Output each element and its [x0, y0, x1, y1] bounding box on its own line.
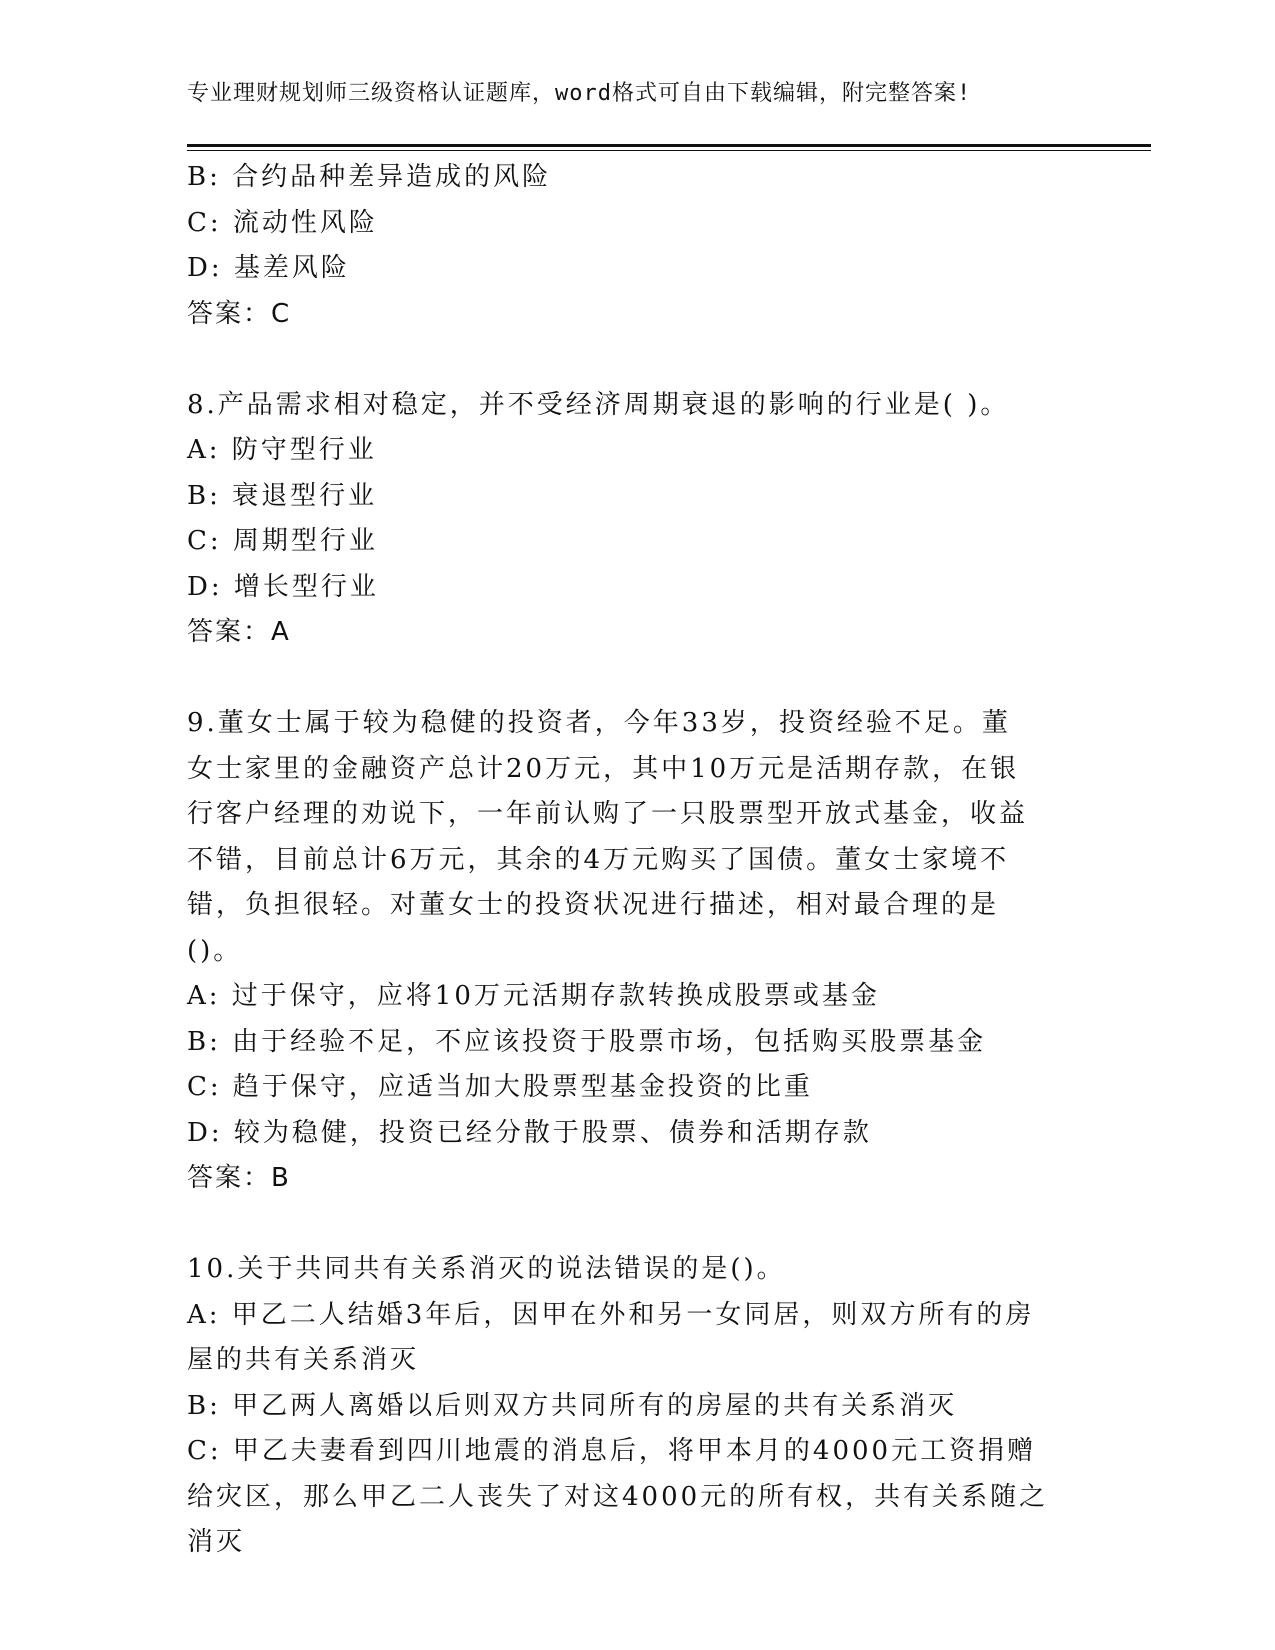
option-b: B: 由于经验不足，不应该投资于股票市场，包括购买股票基金	[187, 1026, 987, 1057]
option-d: D: 较为稳健，投资已经分散于股票、债券和活期存款	[187, 1117, 872, 1148]
question-text: 9.董女士属于较为稳健的投资者，今年33岁，投资经验不足。董女士家里的金融资产总计20万元，其中10万元是活期存款，在银行客户经理的劝说下，一年前认购了一只股票型开放式基金，收益不错，目前总计6万元，其余的4万元购买了国债。董女士家境不错，负担很轻。对董女士的投资状况进行描述，相对最合理的是()。	[187, 708, 1029, 966]
header-rule-thin	[187, 150, 1151, 151]
option-c: C: 流动性风险	[187, 207, 378, 238]
option-c: C: 趋于保守，应适当加大股票型基金投资的比重	[187, 1072, 813, 1102]
answer-line: 答案：B	[187, 1163, 291, 1193]
document-body	[187, 155, 1087, 1566]
question-block-9	[187, 701, 1087, 1202]
header-rule-thick	[187, 144, 1151, 147]
option-d: D: 增长型行业	[187, 571, 379, 602]
question-block-10	[187, 1247, 1087, 1566]
option-a: A: 防守型行业	[187, 435, 377, 465]
question-text: 8.产品需求相对稳定，并不受经济周期衰退的影响的行业是( )。	[187, 389, 1010, 420]
option-b: B: 衰退型行业	[187, 480, 378, 511]
option-a: A: 过于保守，应将10万元活期存款转换成股票或基金	[187, 981, 880, 1011]
option-c: C: 周期型行业	[187, 526, 378, 556]
page-header: 专业理财规划师三级资格认证题库，word格式可自由下载编辑，附完整答案!	[187, 81, 972, 106]
answer-line: 答案：C	[187, 298, 292, 329]
option-a: A: 甲乙二人结婚3年后，因甲在外和另一女同居，则双方所有的房屋的共有关系消灭	[187, 1299, 1035, 1375]
option-d: D: 基差风险	[187, 253, 350, 283]
question-text: 10.关于共同共有关系消灭的说法错误的是()。	[187, 1254, 786, 1284]
answer-line: 答案：A	[187, 617, 291, 647]
question-block-8	[187, 383, 1087, 656]
question-block-7	[187, 155, 1087, 337]
option-b: B: 合约品种差异造成的风险	[187, 162, 552, 192]
option-b: B: 甲乙两人离婚以后则双方共同所有的房屋的共有关系消灭	[187, 1390, 958, 1421]
option-c: C: 甲乙夫妻看到四川地震的消息后，将甲本月的4000元工资捐赠给灾区，那么甲乙二人丧失了对这4000元的所有权，共有关系随之消灭	[187, 1436, 1049, 1557]
